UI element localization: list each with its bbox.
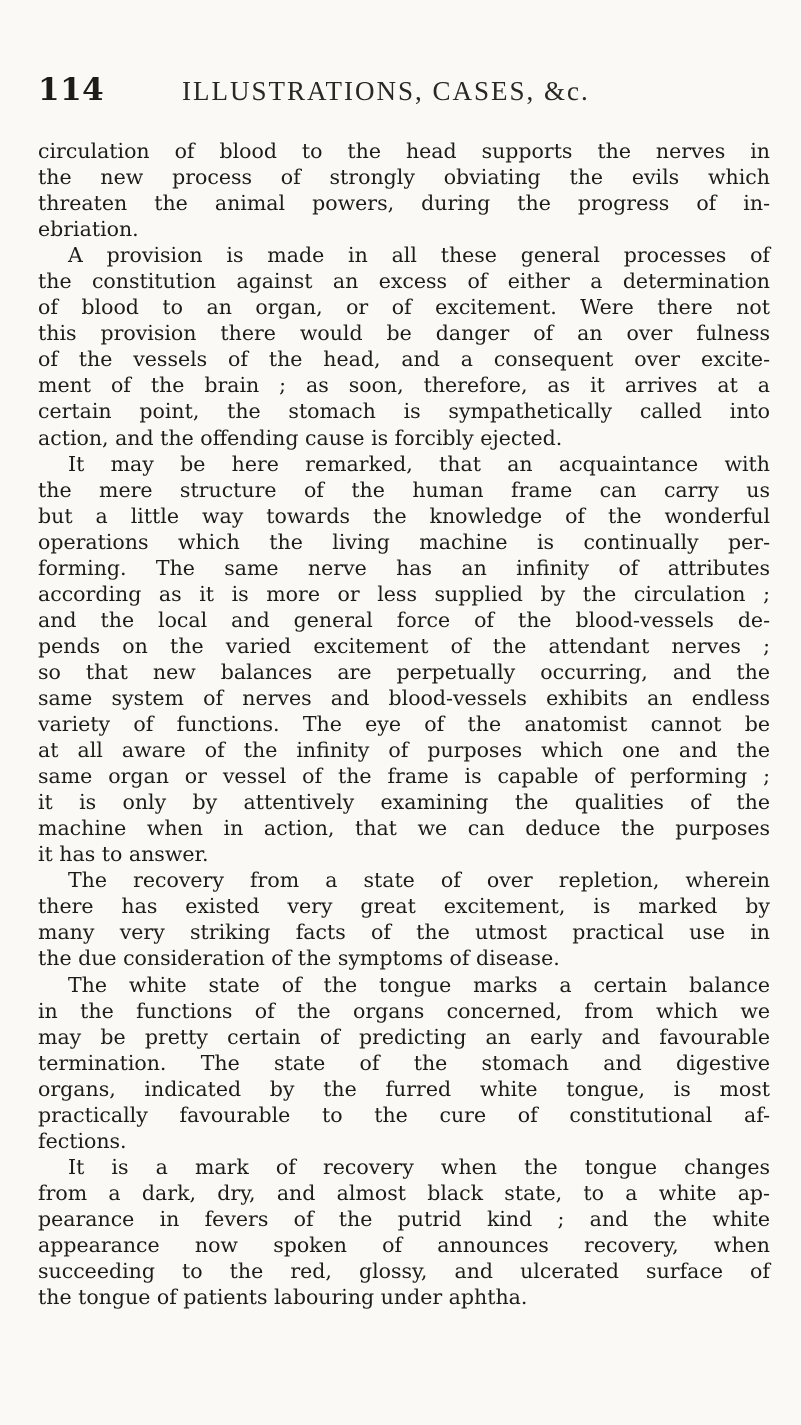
text-line: pearance in fevers of the putrid kind ; and the white bbox=[38, 1206, 770, 1231]
text-line: certain point, the stomach is sympathetically called into bbox=[38, 399, 770, 424]
page-number: 114 bbox=[38, 72, 105, 108]
text-line: the due consideration of the symptoms of disease. bbox=[38, 946, 560, 971]
text-line: appearance now spoken of announces recovery, when bbox=[38, 1232, 770, 1257]
text-line: A provision is made in all these general processes of bbox=[68, 243, 770, 268]
text-line: variety of functions. The eye of the anatomist cannot be bbox=[38, 712, 770, 737]
text-line: machine when in action, that we can deduce the purposes bbox=[38, 816, 770, 841]
text-line: ment of the brain ; as soon, therefore, as it arrives at a bbox=[38, 373, 770, 398]
text-line: It is a mark of recovery when the tongue changes bbox=[68, 1154, 770, 1179]
text-line: threaten the animal powers, during the progress of in- bbox=[38, 191, 770, 216]
text-line: in the functions of the organs concerned, from which we bbox=[38, 998, 770, 1023]
text-line: of blood to an organ, or of excitement. Were there not bbox=[38, 295, 770, 320]
text-line: the new process of strongly obviating the evils which bbox=[38, 165, 770, 190]
text-line: circulation of blood to the head supports the nerves in bbox=[38, 139, 770, 163]
text-line: this provision there would be danger of an over fulness bbox=[38, 321, 770, 346]
text-line: organs, indicated by the furred white tongue, is most bbox=[38, 1076, 770, 1101]
text-line: operations which the living machine is continually per- bbox=[38, 529, 770, 554]
paragraph bbox=[38, 1154, 770, 1310]
running-title: ILLUSTRATIONS, CASES, &c. bbox=[182, 76, 590, 106]
text-line: and the local and general force of the blood-vessels de- bbox=[38, 607, 770, 632]
text-line: action, and the offending cause is forcibly ejected. bbox=[38, 425, 563, 450]
text-line: so that new balances are perpetually occurring, and the bbox=[38, 659, 770, 684]
body-text bbox=[38, 138, 770, 1310]
text-line: succeeding to the red, glossy, and ulcerated surface of bbox=[38, 1259, 770, 1284]
text-line: ebriation. bbox=[38, 217, 139, 242]
text-line: pends on the varied excitement of the attendant nerves ; bbox=[38, 633, 770, 658]
text-line: it is only by attentively examining the qualities of the bbox=[38, 790, 770, 815]
text-line: practically favourable to the cure of constitutional af- bbox=[38, 1102, 770, 1127]
text-line: The recovery from a state of over repletion, wherein bbox=[68, 868, 770, 893]
text-line: many very striking facts of the utmost practical use in bbox=[38, 920, 770, 945]
running-head bbox=[38, 72, 762, 112]
paragraph bbox=[38, 451, 770, 868]
text-line: The white state of the tongue marks a certain balance bbox=[68, 972, 770, 997]
text-line: at all aware of the infinity of purposes which one and the bbox=[38, 738, 770, 763]
text-line: may be pretty certain of predicting an early and favourable bbox=[38, 1024, 770, 1049]
paragraph bbox=[38, 867, 770, 971]
text-line: the tongue of patients labouring under aphtha. bbox=[38, 1285, 528, 1310]
text-line: it has to answer. bbox=[38, 842, 209, 867]
text-line: It may be here remarked, that an acquaintance with bbox=[68, 451, 770, 476]
paragraph bbox=[38, 138, 770, 242]
paragraph bbox=[38, 242, 770, 450]
text-line: but a little way towards the knowledge of the wonderful bbox=[38, 503, 770, 528]
text-line: forming. The same nerve has an infinity of attributes bbox=[38, 555, 770, 580]
paragraph bbox=[38, 972, 770, 1154]
text-line: termination. The state of the stomach and digestive bbox=[38, 1050, 770, 1075]
text-line: same system of nerves and blood-vessels exhibits an endless bbox=[38, 685, 770, 710]
text-line: from a dark, dry, and almost black state, to a white ap- bbox=[38, 1180, 770, 1205]
text-line: the constitution against an excess of either a determination bbox=[38, 269, 770, 294]
text-line: of the vessels of the head, and a consequent over excite- bbox=[38, 347, 770, 372]
text-line: there has existed very great excitement, is marked by bbox=[38, 894, 770, 919]
text-line: same organ or vessel of the frame is capable of performing ; bbox=[38, 764, 770, 789]
text-line: fections. bbox=[38, 1128, 127, 1153]
text-line: according as it is more or less supplied by the circulation ; bbox=[38, 581, 770, 606]
text-line: the mere structure of the human frame can carry us bbox=[38, 477, 770, 502]
